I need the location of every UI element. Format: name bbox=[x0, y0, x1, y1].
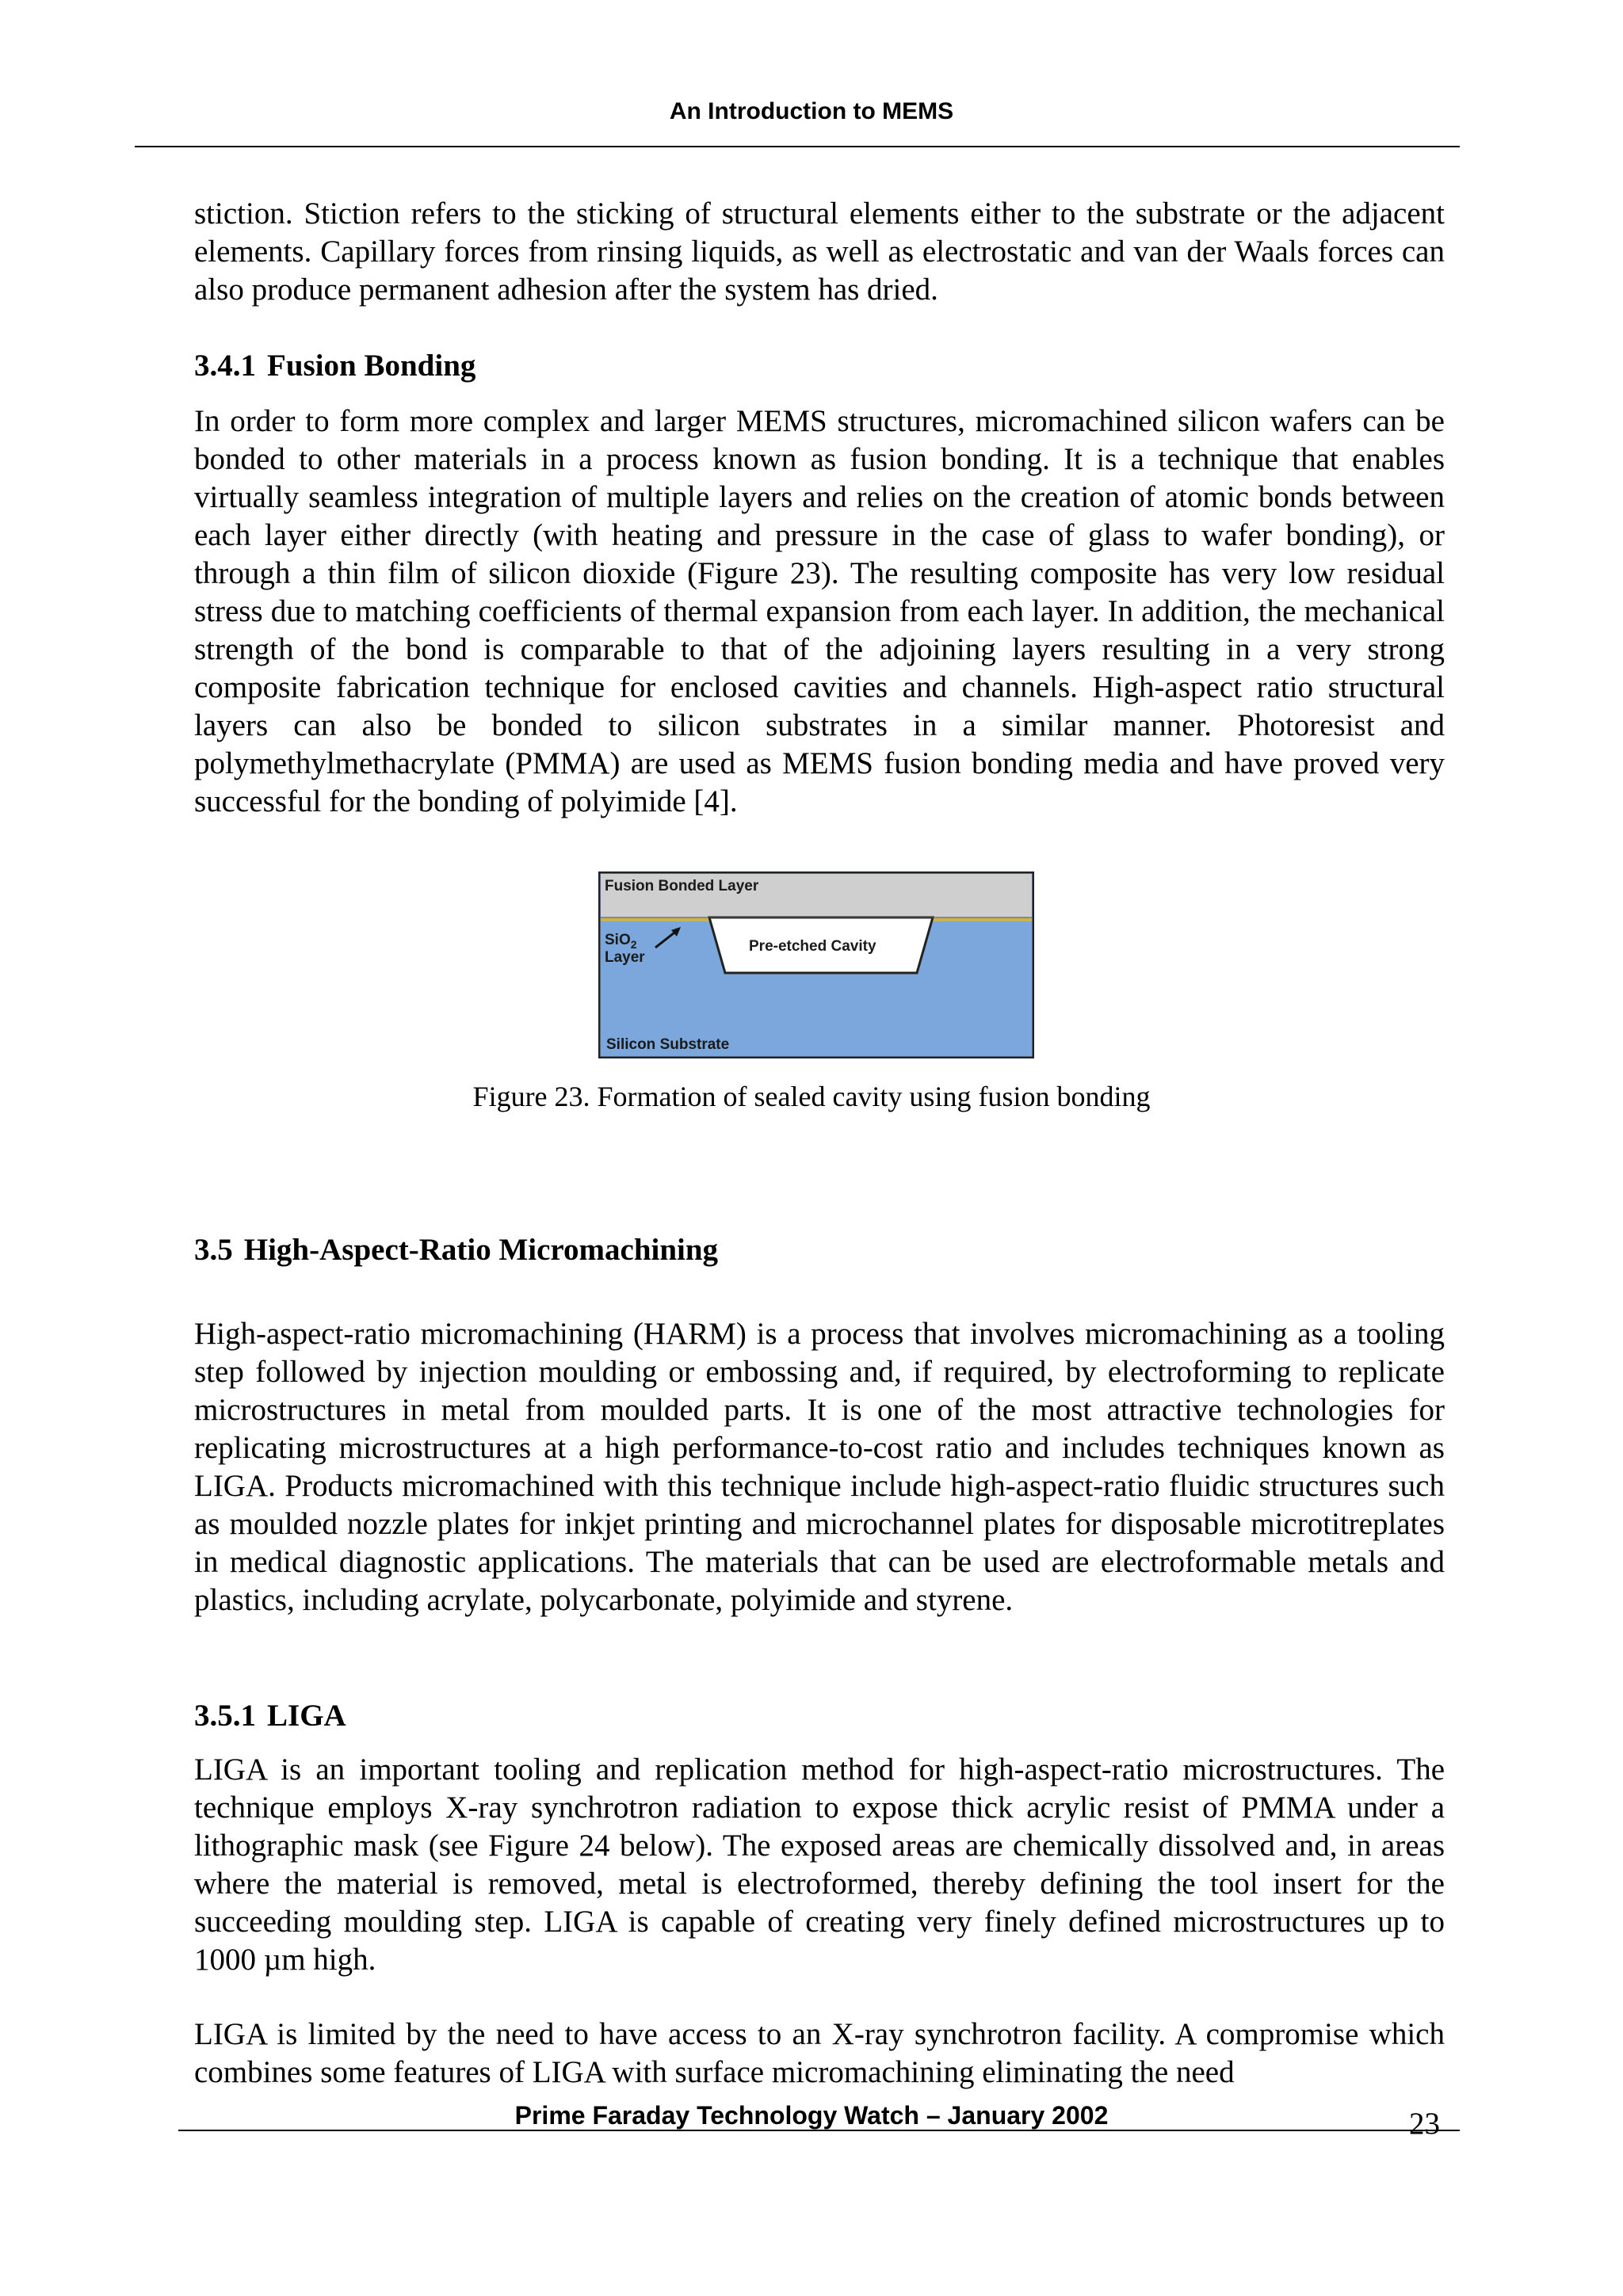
heading-liga bbox=[194, 1697, 346, 1735]
page-number: 23 bbox=[1409, 2107, 1440, 2141]
sio2-layer-label: Layer bbox=[605, 949, 645, 966]
sio2-label-text: SiO bbox=[605, 932, 631, 948]
header-divider bbox=[135, 146, 1460, 147]
heading-number: 3.5.1 bbox=[194, 1699, 256, 1733]
heading-title: LIGA bbox=[267, 1699, 346, 1733]
paragraph-liga-1: LIGA is an important tooling and replication method for high-aspect-ratio microstructures. The technique employs X-ray synchrotron radiation to expose thick acrylic resist of PMMA under a lithographic mask (see Figure 24 below). The exposed areas are chemically dissolved and, in areas where the material is removed, metal is electroformed, thereby defining the tool insert for the succeeding moulding step. LIGA is capable of creating very finely defined microstructures up to 1000 µm high. bbox=[194, 1753, 1445, 1977]
heading-number: 3.4.1 bbox=[194, 349, 256, 383]
footer-publication: Prime Faraday Technology Watch – January 2002 bbox=[514, 2101, 1109, 2130]
pre-etched-cavity-label: Pre-etched Cavity bbox=[749, 938, 876, 955]
paragraph-harm: High-aspect-ratio micromachining (HARM) is a process that involves micromachining as a tooling step followed by injection moulding or embossing and, if required, by electroforming to replicate microstructures in metal from moulded parts. It is one of the most attractive technologies for replicating microstructures at a high performance-to-cost ratio and includes techniques known as LIGA. Products micromachined with this technique include high-aspect-ratio fluidic structures such as moulded nozzle plates for inkjet printing and microchannel plates for disposable microtitreplates in medical diagnostic applications. The materials that can be used are electroformable metals and plastics, including acrylate, polycarbonate, polyimide and styrene. bbox=[194, 1317, 1445, 1617]
figure-23-diagram bbox=[598, 871, 1034, 1058]
heading-title: High-Aspect-Ratio Micromachining bbox=[243, 1233, 719, 1267]
paragraph-liga-2: LIGA is limited by the need to have access to an X-ray synchrotron facility. A compromise which combines some features of LIGA with surface micromachining eliminating the need bbox=[194, 2017, 1445, 2089]
heading-number: 3.5 bbox=[194, 1233, 233, 1267]
running-header: An Introduction to MEMS bbox=[669, 98, 954, 124]
sio2-film-right bbox=[930, 917, 1032, 921]
paragraph-fusion-bonding: In order to form more complex and larger MEMS structures, micromachined silicon wafers can be bonded to other materials in a process known as fusion bonding. It is a technique that enables virtually seamless integration of multiple layers and relies on the creation of atomic bonds between each layer either directly (with heating and pressure in the case of glass to wafer bonding), or through a thin film of silicon dioxide (Figure 23). The resulting composite has very low residual stress due to matching coefficients of thermal expansion from each layer. In addition, the mechanical strength of the bond is comparable to that of the adjoining layers resulting in a very strong composite fabrication technique for enclosed cavities and channels. High-aspect ratio structural layers can also be bonded to silicon substrates in a similar manner. Photoresist and polymethylmethacrylate (PMMA) are used as MEMS fusion bonding media and have proved very successful for the bonding of polyimide [4]. bbox=[194, 404, 1445, 818]
heading-title: Fusion Bonding bbox=[267, 349, 476, 383]
heading-fusion-bonding bbox=[194, 347, 475, 385]
sio2-film-left bbox=[601, 917, 712, 921]
silicon-substrate-label: Silicon Substrate bbox=[606, 1036, 730, 1053]
heading-harm bbox=[194, 1231, 718, 1269]
sio2-subscript: 2 bbox=[630, 938, 637, 951]
paragraph-stiction: stiction. Stiction refers to the sticking of structural elements either to the substrate or the adjacent elements. Capillary forces from rinsing liquids, as well as electrostatic and van der Waals forces can also produce permanent adhesion after the system has dried. bbox=[194, 196, 1445, 307]
fusion-bonded-layer-label: Fusion Bonded Layer bbox=[605, 878, 759, 894]
figure-23-caption: Figure 23. Formation of sealed cavity using fusion bonding bbox=[472, 1081, 1151, 1112]
